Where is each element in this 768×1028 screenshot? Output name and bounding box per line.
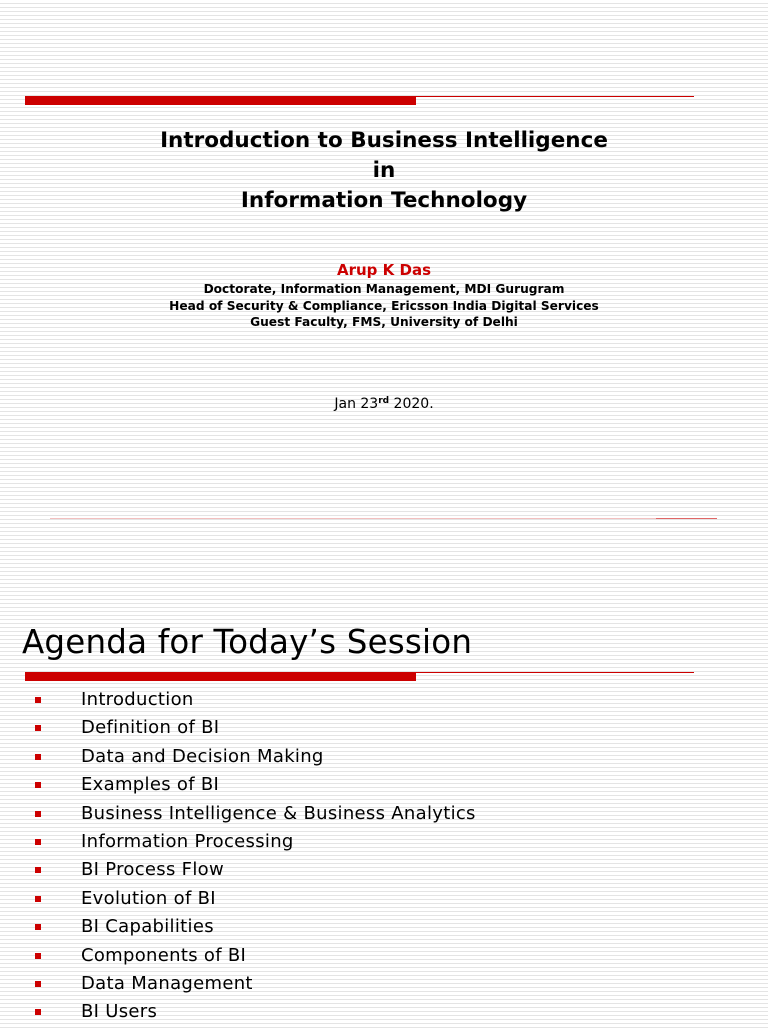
list-item — [0, 801, 768, 829]
author-affiliation: Head of Security & Compliance, Ericsson India Digital Services — [169, 298, 599, 313]
list-item — [0, 715, 768, 743]
list-item-label: BI Process Flow — [81, 859, 224, 881]
presentation-date — [0, 394, 768, 414]
square-bullet-icon — [35, 839, 41, 845]
list-item — [0, 829, 768, 857]
title-line: Information Technology — [240, 188, 528, 213]
list-item-label: BI Users — [81, 1001, 158, 1023]
list-item-label: Data and Decision Making — [81, 745, 324, 767]
author-name: Arup K Das — [337, 261, 431, 279]
date-suffix: 2020. — [389, 396, 434, 412]
list-item-label: Business Intelligence & Business Analytics — [81, 802, 476, 824]
list-item-label: Information Processing — [81, 830, 294, 852]
list-item — [0, 857, 768, 885]
slide-footer-red-rule — [656, 518, 717, 519]
list-item-label: Components of BI — [81, 944, 247, 966]
agenda-title: Agenda for Today’s Session — [22, 623, 473, 661]
list-item — [0, 687, 768, 715]
list-item — [0, 971, 768, 999]
title-line: Introduction to Business Intelligence — [160, 128, 608, 153]
agenda-slide — [0, 560, 768, 1024]
date-superscript: rd — [378, 396, 390, 406]
list-item — [0, 943, 768, 971]
presentation-title — [0, 126, 768, 216]
square-bullet-icon — [35, 754, 41, 760]
agenda-list — [0, 687, 768, 1028]
square-bullet-icon — [35, 725, 41, 731]
square-bullet-icon — [35, 782, 41, 788]
list-item-label: Data Management — [81, 972, 253, 994]
agenda-red-rule — [416, 672, 694, 673]
square-bullet-icon — [35, 953, 41, 959]
list-item-label: BI Capabilities — [81, 916, 214, 938]
square-bullet-icon — [35, 1009, 41, 1015]
list-item — [0, 999, 768, 1027]
square-bullet-icon — [35, 811, 41, 817]
slide-header-red-bar — [25, 96, 416, 105]
square-bullet-icon — [35, 697, 41, 703]
agenda-red-bar — [25, 672, 416, 681]
slide-header-red-rule — [416, 96, 694, 97]
list-item — [0, 744, 768, 772]
date-prefix: Jan 23 — [334, 396, 379, 412]
square-bullet-icon — [35, 896, 41, 902]
author-affiliation: Guest Faculty, FMS, University of Delhi — [250, 315, 518, 329]
list-item-label: Evolution of BI — [81, 887, 216, 909]
list-item-label: Introduction — [81, 689, 194, 710]
author-info — [0, 259, 768, 331]
title-line: in — [372, 158, 396, 183]
list-item-label: Examples of BI — [81, 774, 220, 796]
list-item — [0, 914, 768, 942]
square-bullet-icon — [35, 981, 41, 987]
slide-footer-faded-rule — [50, 518, 656, 519]
list-item — [0, 886, 768, 914]
author-affiliation: Doctorate, Information Management, MDI Gurugram — [203, 282, 565, 296]
square-bullet-icon — [35, 924, 41, 930]
square-bullet-icon — [35, 867, 41, 873]
list-item — [0, 772, 768, 800]
list-item-label: Definition of BI — [81, 717, 220, 739]
